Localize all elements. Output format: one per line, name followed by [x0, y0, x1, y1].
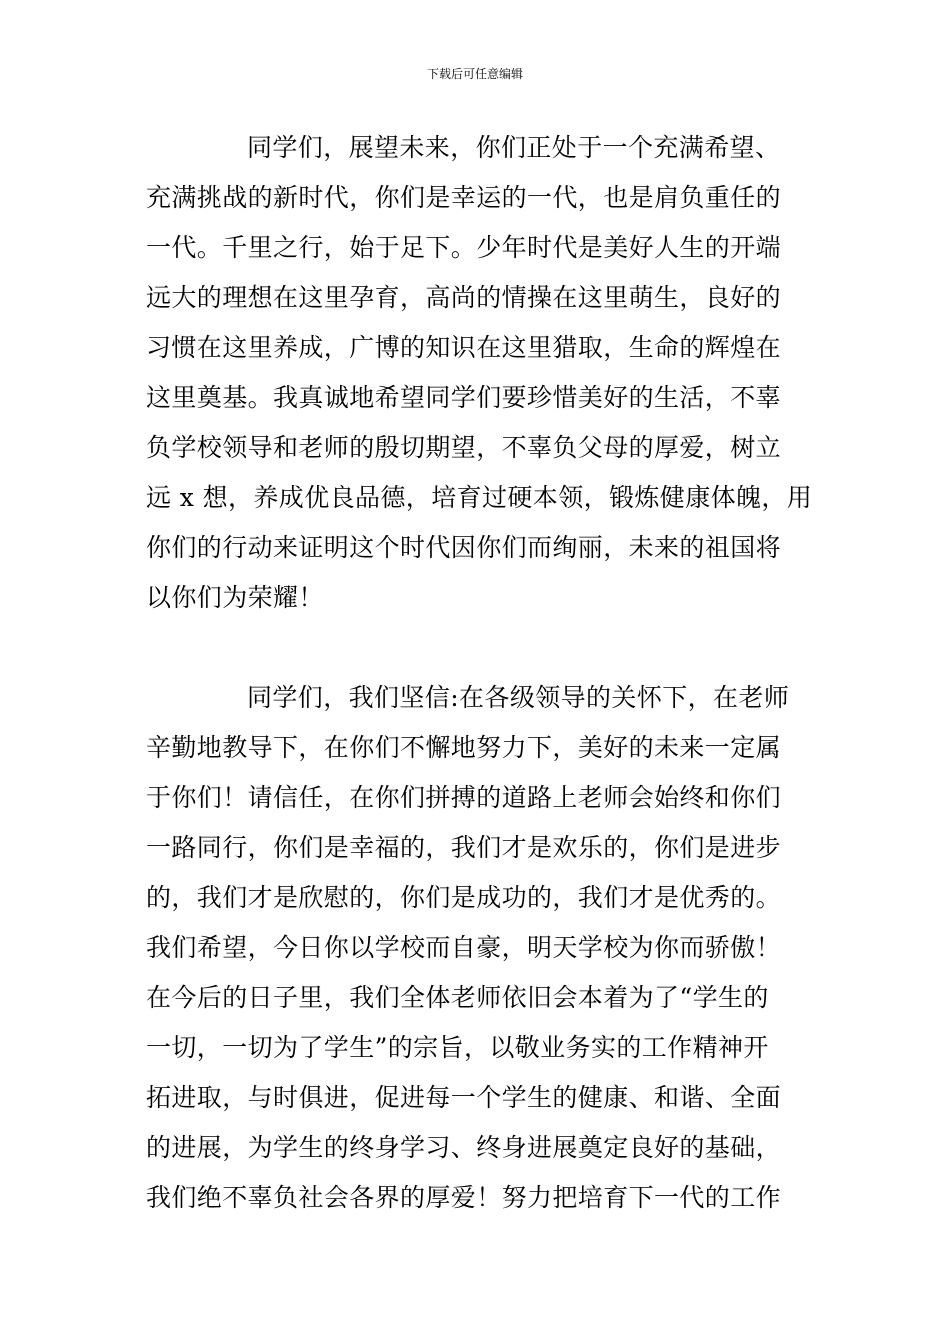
paragraph-1-line-9: 你们的行动来证明这个时代因你们而绚丽，未来的祖国将: [146, 533, 782, 562]
paragraph-2-line-4: 一路同行，你们是幸福的，我们才是欢乐的，你们是进步: [146, 833, 782, 862]
paragraph-1-line-5: 习惯在这里养成，广博的知识在这里猎取，生命的辉煌在: [146, 333, 782, 362]
paragraph-1-line-6: 这里奠基。我真诚地希望同学们要珍惜美好的生活，不辜: [146, 383, 782, 412]
paragraph-2-line-2: 辛勤地教导下，在你们不懈地努力下，美好的未来一定属: [146, 733, 782, 762]
paragraph-2-line-7: 在今后的日子里，我们全体老师依旧会本着为了“学生的: [146, 983, 769, 1012]
paragraph-2-line-3: 于你们！请信任，在你们拼搏的道路上老师会始终和你们: [146, 783, 782, 812]
paragraph-1-line-1: 同学们，展望未来，你们正处于一个充满希望、: [247, 133, 781, 162]
paragraph-1-line-10: 以你们为荣耀！: [146, 583, 324, 612]
paragraph-2-line-6: 我们希望，今日你以学校而自豪，明天学校为你而骄傲！: [146, 933, 782, 962]
paragraph-2-line-5: 的，我们才是欣慰的，你们是成功的，我们才是优秀的。: [146, 883, 782, 912]
paragraph-2-line-1: 同学们，我们坚信:在各级领导的关怀下，在老师: [247, 683, 790, 712]
page-header: 下载后可任意编辑: [426, 67, 523, 81]
paragraph-1-line-7: 负学校领导和老师的殷切期望，不辜负父母的厚爱，树立: [146, 433, 782, 462]
paragraph-1-line-3: 一代。千里之行，始于足下。少年时代是美好人生的开端: [146, 233, 782, 262]
paragraph-2-line-8: 一切，一切为了学生”的宗旨，以敬业务实的工作精神开: [146, 1033, 769, 1062]
paragraph-2-line-10: 的进展，为学生的终身学习、终身进展奠定良好的基础，: [146, 1133, 782, 1162]
paragraph-2-line-11: 我们绝不辜负社会各界的厚爱！努力把培育下一代的工作: [146, 1183, 782, 1212]
paragraph-1-line-4: 远大的理想在这里孕育，高尚的情操在这里萌生，良好的: [146, 283, 782, 312]
paragraph-1-line-8: 远 x 想，养成优良品德，培育过硬本领，锻炼健康体魄，用: [146, 483, 813, 512]
paragraph-1-line-2: 充满挑战的新时代，你们是幸运的一代，也是肩负重任的: [146, 183, 782, 212]
paragraph-2-line-9: 拓进取，与时俱进，促进每一个学生的健康、和谐、全面: [146, 1083, 782, 1112]
